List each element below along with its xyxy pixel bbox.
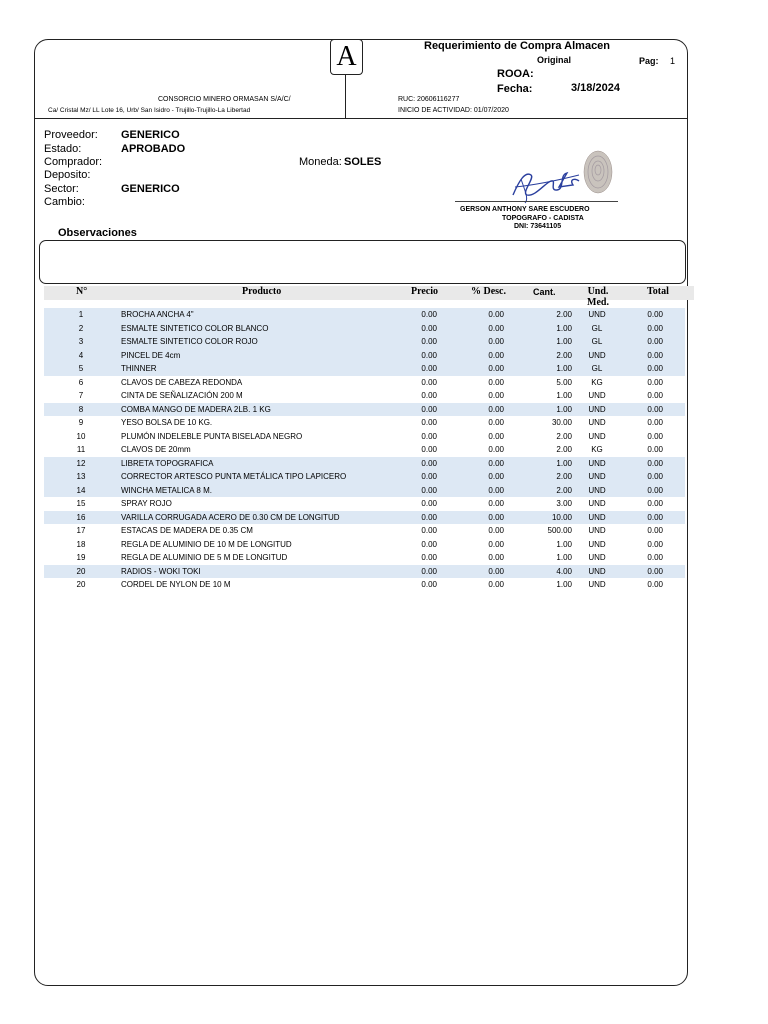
table-row (44, 430, 685, 444)
table-row (44, 551, 685, 565)
cell-n: 7 (78, 391, 84, 400)
cell-und: UND (588, 539, 606, 549)
header-divider (345, 75, 346, 118)
cell-und: KG (591, 445, 603, 454)
cell-n: 13 (76, 472, 86, 481)
col-header-und: Und. Med. (587, 286, 609, 308)
cell-producto: VARILLA CORRUGADA ACERO DE 0.30 CM DE LONGITUD (121, 512, 340, 522)
company-name: CONSORCIO MINERO ORMASAN S/A/C/ (158, 96, 291, 103)
cell-producto: WINCHA METALICA 8 M. (121, 485, 212, 495)
cell-desc: 0.00 (488, 323, 504, 333)
signer-role: TOPOGRAFO - CADISTA (502, 215, 584, 222)
cell-precio: 0.00 (421, 526, 437, 535)
col-header-desc: % Desc. (471, 286, 506, 297)
signature-image (455, 145, 625, 205)
table-row (44, 308, 685, 322)
cell-n: 1 (78, 310, 84, 319)
cell-desc: 0.00 (488, 364, 504, 373)
header-separator (34, 118, 688, 119)
cell-total: 0.00 (647, 418, 663, 427)
cell-cant: 3.00 (556, 499, 572, 508)
cell-desc: 0.00 (488, 566, 504, 576)
cell-n: 18 (76, 539, 86, 549)
table-row (44, 349, 685, 363)
cell-n: 2 (78, 323, 84, 333)
cell-cant: 1.00 (556, 404, 572, 414)
cell-precio: 0.00 (421, 404, 437, 414)
cell-total: 0.00 (647, 445, 663, 454)
cell-producto: RADIOS - WOKI TOKI (121, 566, 201, 576)
table-row (44, 524, 685, 538)
company-address: Ca/ Cristal Mz/ LL Lote 16, Urb/ San Isidro - Trujillo-Trujillo-La Libertad (48, 107, 251, 114)
cell-total: 0.00 (647, 580, 663, 589)
proveedor-label: Proveedor: (44, 129, 98, 141)
cell-desc: 0.00 (488, 539, 504, 549)
cell-total: 0.00 (647, 566, 663, 576)
estado-label: Estado: (44, 143, 82, 155)
cell-precio: 0.00 (421, 431, 437, 441)
cell-total: 0.00 (647, 553, 663, 562)
cell-desc: 0.00 (488, 377, 504, 387)
cell-producto: BROCHA ANCHA 4" (121, 310, 194, 319)
cell-precio: 0.00 (421, 472, 437, 481)
cell-cant: 2.00 (556, 310, 572, 319)
cell-producto: CLAVOS DE CABEZA REDONDA (121, 377, 243, 387)
cell-precio: 0.00 (421, 377, 437, 387)
cell-producto: COMBA MANGO DE MADERA 2LB. 1 KG (121, 404, 271, 414)
cell-n: 3 (78, 337, 84, 346)
cell-n: 16 (76, 512, 86, 522)
rooa-label: ROOA: (497, 68, 534, 80)
table-row (44, 470, 685, 484)
cell-n: 19 (76, 553, 86, 562)
cell-precio: 0.00 (421, 418, 437, 427)
col-header-producto: Producto (242, 286, 282, 297)
cell-producto: CORDEL DE NYLON DE 10 M (121, 580, 231, 589)
cell-cant: 1.00 (556, 391, 572, 400)
cell-n: 15 (76, 499, 86, 508)
sector-value: GENERICO (121, 183, 180, 195)
cell-n: 20 (76, 580, 86, 589)
cell-und: UND (588, 418, 606, 427)
table-row (44, 322, 685, 336)
cell-producto: ESMALTE SINTETICO COLOR BLANCO (121, 323, 269, 333)
observaciones-box (39, 240, 686, 284)
cell-desc: 0.00 (488, 391, 504, 400)
cell-desc: 0.00 (488, 499, 504, 508)
cell-total: 0.00 (647, 377, 663, 387)
cell-desc: 0.00 (488, 553, 504, 562)
cell-n: 5 (78, 364, 84, 373)
table-row (44, 538, 685, 552)
cell-cant: 1.00 (556, 364, 572, 373)
cambio-label: Cambio: (44, 196, 85, 208)
estado-value: APROBADO (121, 143, 186, 155)
cell-total: 0.00 (647, 526, 663, 535)
cell-producto: LIBRETA TOPOGRAFICA (121, 458, 214, 468)
cell-und: UND (588, 485, 606, 495)
sector-label: Sector: (44, 183, 79, 195)
cell-total: 0.00 (647, 512, 663, 522)
cell-precio: 0.00 (421, 445, 437, 454)
cell-n: 6 (78, 377, 84, 387)
cell-n: 20 (76, 566, 86, 576)
cell-cant: 1.00 (556, 337, 572, 346)
cell-cant: 10.00 (551, 512, 572, 522)
signature-line (455, 201, 618, 202)
cell-cant: 5.00 (556, 377, 572, 387)
cell-und: UND (588, 512, 606, 522)
signer-dni: DNI: 73641105 (514, 223, 562, 230)
cell-precio: 0.00 (421, 499, 437, 508)
col-header-n: N° (76, 286, 88, 297)
comprador-label: Comprador: (44, 156, 103, 168)
cell-cant: 2.00 (556, 485, 572, 495)
cell-precio: 0.00 (421, 553, 437, 562)
cell-producto: SPRAY ROJO (121, 499, 172, 508)
observaciones-title: Observaciones (58, 227, 137, 239)
proveedor-value: GENERICO (121, 129, 180, 141)
cell-n: 14 (76, 485, 86, 495)
cell-precio: 0.00 (421, 337, 437, 346)
table-row (44, 376, 685, 390)
table-row (44, 362, 685, 376)
cell-und: KG (591, 377, 603, 387)
cell-precio: 0.00 (421, 580, 437, 589)
table-row (44, 403, 685, 417)
cell-und: GL (591, 364, 603, 373)
cell-precio: 0.00 (421, 458, 437, 468)
cell-und: UND (588, 458, 606, 468)
cell-producto: YESO BOLSA DE 10 KG. (121, 418, 213, 427)
cell-n: 17 (76, 526, 86, 535)
cell-producto: CORRECTOR ARTESCO PUNTA METÁLICA TIPO LAPICERO (121, 472, 347, 481)
cell-precio: 0.00 (421, 512, 437, 522)
cell-und: UND (588, 499, 606, 508)
cell-und: GL (591, 323, 603, 333)
cell-desc: 0.00 (488, 526, 504, 535)
cell-desc: 0.00 (488, 310, 504, 319)
table-row (44, 484, 685, 498)
cell-total: 0.00 (647, 485, 663, 495)
cell-und: UND (588, 404, 606, 414)
company-ruc: RUC: 20606116277 (398, 96, 460, 103)
cell-total: 0.00 (647, 404, 663, 414)
cell-desc: 0.00 (488, 418, 504, 427)
cell-und: UND (588, 566, 606, 576)
cell-precio: 0.00 (421, 323, 437, 333)
deposito-label: Deposito: (44, 169, 91, 181)
cell-desc: 0.00 (488, 445, 504, 454)
table-row (44, 511, 685, 525)
cell-total: 0.00 (647, 431, 663, 441)
cell-producto: REGLA DE ALUMINIO DE 10 M DE LONGITUD (121, 539, 292, 549)
table-row (44, 335, 685, 349)
cell-total: 0.00 (647, 323, 663, 333)
cell-producto: ESMALTE SINTETICO COLOR ROJO (121, 337, 258, 346)
page-label: Pag: (639, 56, 659, 66)
cell-cant: 1.00 (556, 323, 572, 333)
cell-cant: 2.00 (556, 350, 572, 360)
cell-cant: 2.00 (556, 472, 572, 481)
table-row (44, 443, 685, 457)
table-row (44, 578, 685, 592)
cell-total: 0.00 (647, 391, 663, 400)
table-row (44, 565, 685, 579)
cell-cant: 500.00 (547, 526, 572, 535)
page-number: 1 (670, 56, 676, 66)
cell-total: 0.00 (647, 350, 663, 360)
cell-und: UND (588, 431, 606, 441)
cell-und: UND (588, 580, 606, 589)
col-header-precio: Precio (411, 286, 439, 297)
cell-desc: 0.00 (488, 337, 504, 346)
cell-producto: PINCEL DE 4cm (121, 350, 181, 360)
cell-total: 0.00 (647, 539, 663, 549)
cell-desc: 0.00 (488, 485, 504, 495)
document-title: Requerimiento de Compra Almacen (424, 40, 611, 52)
table-row (44, 457, 685, 471)
cell-und: UND (588, 391, 606, 400)
cell-n: 12 (76, 458, 86, 468)
cell-cant: 2.00 (556, 431, 572, 441)
cell-cant: 30.00 (551, 418, 572, 427)
cell-und: UND (588, 472, 606, 481)
table-row (44, 416, 685, 430)
cell-total: 0.00 (647, 364, 663, 373)
cell-producto: CINTA DE SEÑALIZACIÓN 200 M (121, 391, 243, 400)
cell-total: 0.00 (647, 472, 663, 481)
doc-letter-box: A (330, 39, 363, 75)
cell-producto: ESTACAS DE MADERA DE 0.35 CM (121, 526, 253, 535)
cell-precio: 0.00 (421, 539, 437, 549)
cell-total: 0.00 (647, 310, 663, 319)
cell-desc: 0.00 (488, 404, 504, 414)
cell-n: 8 (78, 404, 84, 414)
cell-cant: 2.00 (556, 445, 572, 454)
cell-cant: 1.00 (556, 458, 572, 468)
table-row (44, 389, 685, 403)
cell-n: 9 (78, 418, 84, 427)
cell-cant: 4.00 (556, 566, 572, 576)
cell-producto: THINNER (121, 364, 157, 373)
col-header-cant: Cant. (533, 287, 556, 297)
cell-precio: 0.00 (421, 310, 437, 319)
cell-precio: 0.00 (421, 485, 437, 495)
cell-producto: CLAVOS DE 20mm (121, 445, 191, 454)
cell-und: UND (588, 350, 606, 360)
cell-precio: 0.00 (421, 364, 437, 373)
fecha-value: 3/18/2024 (571, 82, 620, 94)
inicio-actividad: INICIO DE ACTIVIDAD: 01/07/2020 (398, 107, 509, 114)
cell-total: 0.00 (647, 499, 663, 508)
cell-precio: 0.00 (421, 391, 437, 400)
col-header-total: Total (647, 286, 669, 297)
cell-cant: 1.00 (556, 553, 572, 562)
cell-cant: 1.00 (556, 580, 572, 589)
cell-producto: REGLA DE ALUMINIO DE 5 M DE LONGITUD (121, 553, 288, 562)
cell-total: 0.00 (647, 458, 663, 468)
cell-producto: PLUMÓN INDELEBLE PUNTA BISELADA NEGRO (121, 431, 303, 441)
cell-desc: 0.00 (488, 512, 504, 522)
cell-desc: 0.00 (488, 458, 504, 468)
cell-n: 4 (78, 350, 84, 360)
moneda-value: SOLES (344, 156, 382, 168)
moneda-label: Moneda: (299, 156, 342, 168)
cell-desc: 0.00 (488, 580, 504, 589)
cell-und: GL (591, 337, 603, 346)
cell-total: 0.00 (647, 337, 663, 346)
copy-type: Original (537, 55, 572, 65)
cell-n: 10 (76, 431, 86, 441)
cell-n: 11 (76, 445, 86, 454)
fecha-label: Fecha: (497, 83, 533, 95)
signer-name: GERSON ANTHONY SARE ESCUDERO (460, 206, 590, 213)
cell-und: UND (588, 310, 606, 319)
cell-desc: 0.00 (488, 472, 504, 481)
cell-precio: 0.00 (421, 350, 437, 360)
cell-und: UND (588, 553, 606, 562)
table-header (44, 286, 694, 308)
cell-desc: 0.00 (488, 431, 504, 441)
items-table (44, 308, 685, 592)
cell-precio: 0.00 (421, 566, 437, 576)
cell-und: UND (588, 526, 606, 535)
cell-cant: 1.00 (556, 539, 572, 549)
table-row (44, 497, 685, 511)
cell-desc: 0.00 (488, 350, 504, 360)
